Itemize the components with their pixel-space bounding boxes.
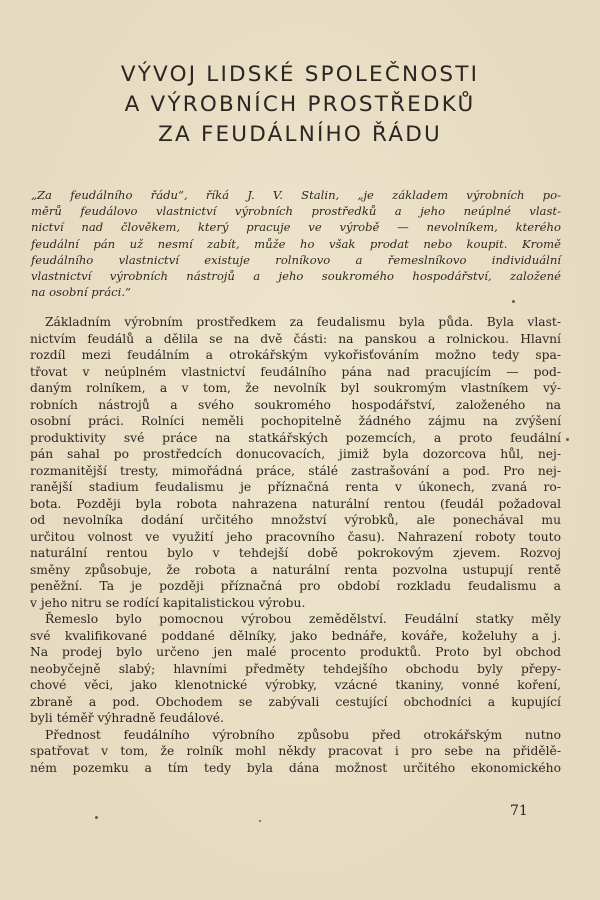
paragraph-line: byli téměř výhradně feudálové. — [30, 711, 224, 725]
paragraph-line: směny způsobuje, že robota a naturální renta pozvolna ustupují rentě — [30, 562, 561, 577]
paragraph-line: robních nástrojů a svého soukromého hospodářství, založeného na — [30, 397, 561, 412]
paragraph-line: ranější stadium feudalismu je příznačná renta v úkonech, zvaná ro- — [30, 480, 561, 494]
paragraph-line: určitou volnost ve využití jeho pracovního času). Nahrazení roboty touto — [30, 529, 561, 544]
chapter-title-line: ZA FEUDÁLNÍHO ŘÁDU — [158, 122, 442, 147]
paragraph-line: od nevolníka dodání určitého množství výrobků, ale ponechával mu — [30, 513, 561, 527]
paragraph-line: v jeho nitru se rodící kapitalistickou výrobu. — [30, 595, 306, 610]
chapter-title-line: A VÝROBNÍCH PROSTŘEDKŮ — [124, 92, 476, 117]
paragraph-line: zbraně a pod. Obchodem se zabývali cestující obchodníci a kupující — [30, 694, 561, 709]
chapter-title-line: VÝVOJ LIDSKÉ SPOLEČNOSTI — [120, 62, 480, 87]
paragraph-line: třovat v neúplném vlastnictví feudálního pána nad pracujícím — pod- — [30, 364, 561, 379]
print-speck — [566, 438, 569, 441]
paragraph-line: Přednost feudálního výrobního způsobu před otrokářským nutno — [45, 727, 561, 742]
print-speck — [512, 300, 515, 303]
paragraph-line: spatřovat v tom, že rolník mohl někdy pracovat i pro sebe na přidělě- — [30, 744, 561, 758]
paragraph-line: rozdíl mezi feudálním a otrokářským vykořisťováním možno tedy spa- — [30, 348, 561, 362]
paragraph-line: Na prodej bylo určeno jen malé procento produktů. Proto byl obchod — [30, 645, 561, 659]
print-speck — [259, 820, 261, 822]
paragraph-line: Řemeslo bylo pomocnou výrobou zemědělství. Feudální statky měly — [45, 612, 561, 626]
paragraph-line: Základním výrobním prostředkem za feudalismu byla půda. Byla vlast- — [45, 315, 561, 329]
epigraph-line: na osobní práci.“ — [31, 285, 131, 300]
paragraph-line: chové věci, jako klenotnické výrobky, vzácné tkaniny, vonné koření, — [30, 678, 561, 692]
paragraph-line: osobní práci. Rolníci neměli pochopitelně žádného zájmu na zvýšení — [30, 414, 561, 428]
paragraph-line: peněžní. Ta je později příznačná pro období rozkladu feudalismu a — [30, 579, 561, 593]
paragraph-line: pán sahal po prostředcích donucovacích, jimiž byla dozorcova hůl, nej- — [30, 447, 561, 461]
paragraph-line: daným rolníkem, a v tom, že nevolník byl soukromým vlastníkem vý- — [30, 381, 561, 395]
epigraph-line: vlastnictví výrobních nástrojů a jeho soukromého hospodářství, založené — [31, 269, 561, 284]
paragraph-line: své kvalifikované poddané dělníky, jako bednáře, kováře, koželuhy a j. — [30, 628, 561, 643]
paragraph-line: nictvím feudálů a dělila se na dvě části: na panskou a rolnickou. Hlavní — [30, 331, 561, 346]
epigraph-line: nictví nad člověkem, který pracuje ve výrobě — nevolníkem, kterého — [31, 220, 561, 235]
epigraph-line: měrů feudálovo vlastnictví výrobních prostředků a jeho neúplné vlast- — [31, 204, 561, 219]
paragraph-line: naturální rentou bylo v tehdejší době pokrokovým zjevem. Rozvoj — [30, 546, 561, 560]
paragraph-line: rozmanitější tresty, mimořádná práce, stálé zastrašování a pod. Pro nej- — [30, 463, 561, 478]
paragraph-line: ném pozemku a tím tedy byla dána možnost určitého ekonomického — [30, 760, 561, 775]
epigraph-line: „Za feudálního řádu“, říká J. V. Stalin, „je základem výrobních po- — [31, 188, 561, 202]
body-text — [30, 314, 561, 776]
epigraph-line: feudální pán už nesmí zabít, může ho však prodat nebo koupit. Kromě — [31, 236, 561, 251]
paragraph-line: produktivity své práce na statkářských pozemcích, a proto feudální — [30, 430, 561, 445]
stalin-epigraph — [31, 187, 561, 300]
paragraph-line: neobyčejně slabý; hlavními předměty tehdejšího obchodu byly přepy- — [30, 661, 561, 676]
epigraph-line: feudálního vlastnictví existuje rolníkovo a řemeslníkovo individuální — [31, 252, 561, 267]
chapter-title — [40, 60, 560, 150]
print-speck — [95, 816, 98, 819]
paragraph-line: bota. Později byla robota nahrazena naturální rentou (feudál požadoval — [30, 496, 561, 511]
page-number: 71 — [510, 803, 528, 819]
